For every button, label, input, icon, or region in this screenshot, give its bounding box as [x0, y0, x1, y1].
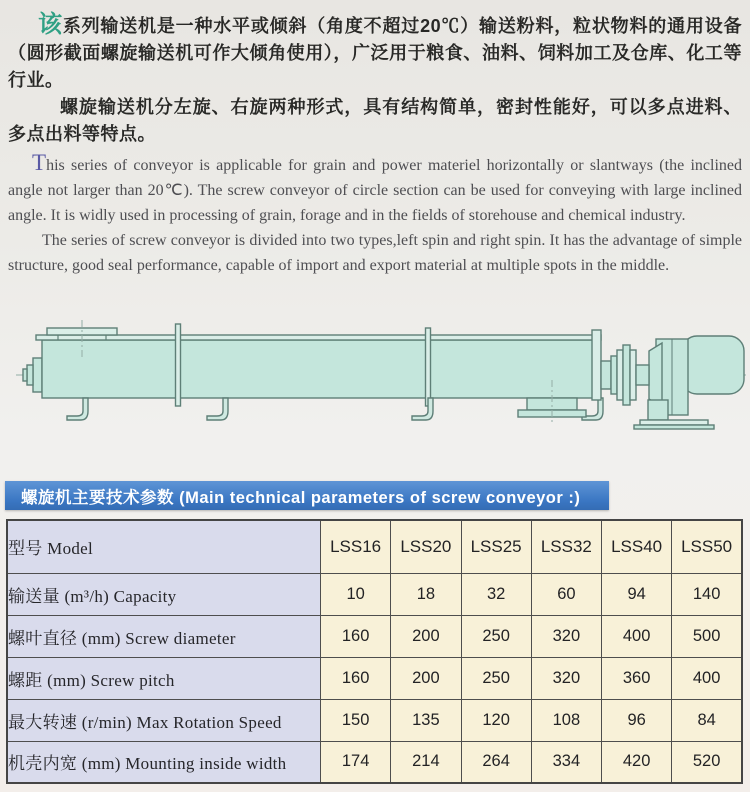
value-cell: 84	[672, 699, 742, 741]
trough-lid	[36, 335, 601, 340]
motor-pedestal	[648, 400, 668, 420]
value-cell: 400	[672, 657, 742, 699]
model-cell: LSS50	[672, 520, 742, 573]
left-shaft-end	[23, 358, 42, 392]
value-cell: 120	[461, 699, 531, 741]
table-row-capacity	[7, 573, 742, 615]
params-table	[6, 519, 743, 784]
joint-flange-1	[176, 324, 181, 406]
chinese-intro	[8, 11, 742, 148]
value-cell: 200	[391, 615, 461, 657]
value-cell: 200	[391, 657, 461, 699]
table-header-row	[7, 520, 742, 573]
model-cell: LSS40	[602, 520, 672, 573]
model-cell: LSS25	[461, 520, 531, 573]
table-row-screw-pitch	[7, 657, 742, 699]
support-leg	[207, 398, 228, 420]
end-plate	[592, 330, 601, 400]
value-cell: 250	[461, 615, 531, 657]
table-row-max-rotation-speed	[7, 699, 742, 741]
param-label-cell: 螺叶直径 (mm) Screw diameter	[7, 615, 321, 657]
shaft-coupling	[601, 345, 649, 405]
table-row-mounting-inside-width	[7, 741, 742, 783]
motor-base-plate	[640, 420, 708, 425]
english-intro-paragraph-1	[8, 151, 742, 228]
value-cell: 360	[602, 657, 672, 699]
chinese-paragraph-1-text: 系列输送机是一种水平或倾斜（角度不超过20℃）输送粉料，粒状物料的通用设备（圆形截面螺旋输送机可作大倾角使用），广泛用于粮食、油料、饲料加工及仓库、化工等行业。	[8, 16, 742, 90]
value-cell: 264	[461, 741, 531, 783]
value-cell: 250	[461, 657, 531, 699]
chinese-intro-paragraph-1	[8, 11, 742, 94]
model-cell: LSS32	[531, 520, 601, 573]
param-label-cell: 螺距 (mm) Screw pitch	[7, 657, 321, 699]
value-cell: 320	[531, 615, 601, 657]
param-label-cell: 最大转速 (r/min) Max Rotation Speed	[7, 699, 321, 741]
model-cell: LSS20	[391, 520, 461, 573]
bell-housing	[649, 343, 662, 407]
value-cell: 32	[461, 573, 531, 615]
drive-unit	[601, 336, 744, 429]
value-cell: 214	[391, 741, 461, 783]
motor-body	[682, 336, 744, 394]
value-cell: 400	[602, 615, 672, 657]
screw-conveyor-drawing	[0, 298, 750, 468]
value-cell: 160	[321, 657, 391, 699]
chinese-drop-char: 该	[38, 11, 63, 38]
value-cell: 420	[602, 741, 672, 783]
english-intro	[8, 151, 742, 278]
value-cell: 96	[602, 699, 672, 741]
value-cell: 520	[672, 741, 742, 783]
table-row-screw-diameter	[7, 615, 742, 657]
value-cell: 108	[531, 699, 601, 741]
value-cell: 18	[391, 573, 461, 615]
chinese-intro-paragraph-2: 螺旋输送机分左旋、右旋两种形式，具有结构简单，密封性能好，可以多点进料、多点出料等特点。	[8, 97, 742, 144]
param-label-cell: 输送量 (m³/h) Capacity	[7, 573, 321, 615]
value-cell: 334	[531, 741, 601, 783]
joint-flange-2	[426, 328, 431, 406]
value-cell: 94	[602, 573, 672, 615]
value-cell: 60	[531, 573, 601, 615]
value-cell: 320	[531, 657, 601, 699]
motor-foot	[634, 425, 714, 429]
value-cell: 135	[391, 699, 461, 741]
support-leg	[67, 398, 88, 420]
model-cell: LSS16	[321, 520, 391, 573]
model-header-label-cell: 型号 Model	[7, 520, 321, 573]
value-cell: 160	[321, 615, 391, 657]
conveyor-trough	[42, 340, 594, 398]
english-intro-paragraph-2: The series of screw conveyor is divided into two types,left spin and right spin. It has the advantage of simple structure, good seal performance, capable of import and export material at multiple spots in the middle.	[8, 232, 742, 274]
value-cell: 174	[321, 741, 391, 783]
value-cell: 140	[672, 573, 742, 615]
support-leg	[412, 398, 433, 420]
value-cell: 500	[672, 615, 742, 657]
value-cell: 10	[321, 573, 391, 615]
english-paragraph-1-text: his series of conveyor is applicable for grain and power materiel horizontally or slantways (the inclined angle not larger than 20℃). The screw conveyor of circle section can be used for conveying with large inclined angle. It is widly used in processing of grain, forage and in the fields of storehouse and chemical industry.	[8, 157, 742, 224]
value-cell: 150	[321, 699, 391, 741]
params-banner-title: 螺旋机主要技术参数 (Main technical parameters of screw conveyor :)	[21, 488, 581, 507]
params-banner	[5, 481, 609, 510]
param-label-cell: 机壳内宽 (mm) Mounting inside width	[7, 741, 321, 783]
english-drop-char: T	[32, 150, 47, 175]
